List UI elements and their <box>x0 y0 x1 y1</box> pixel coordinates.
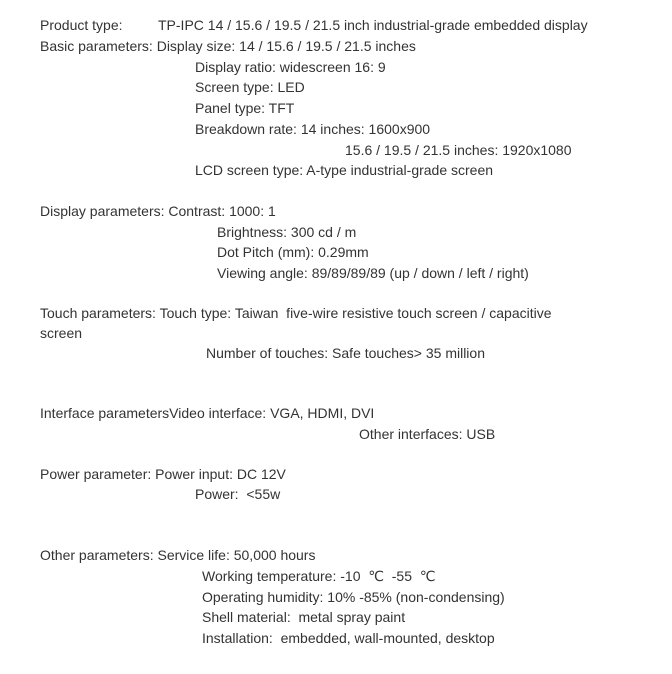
dot-pitch: Dot Pitch (mm): 0.29mm <box>217 244 369 260</box>
other-parameters-line: Other parameters: Service life: 50,000 hours <box>40 547 316 563</box>
basic-parameters-line: Basic parameters: Display size: 14 / 15.6 / 19.5 / 21.5 inches <box>40 38 416 54</box>
resolution-14-inch: Breakdown rate: 14 inches: 1600x900 <box>195 121 431 137</box>
number-of-touches: Number of touches: Safe touches> 35 million <box>206 345 485 361</box>
working-temperature: Working temperature: -10 ℃ -55 ℃ <box>202 568 436 584</box>
touch-parameters-line: Touch parameters: Touch type: Taiwan five-wire resistive touch screen / capacitive <box>40 305 552 321</box>
brightness: Brightness: 300 cd / m <box>217 224 357 240</box>
resolution-other-sizes: 15.6 / 19.5 / 21.5 inches: 1920x1080 <box>345 142 572 158</box>
display-ratio: Display ratio: widescreen 16: 9 <box>195 59 386 75</box>
product-type-label: Product type: <box>40 17 123 33</box>
installation: Installation: embedded, wall-mounted, desktop <box>202 630 495 646</box>
lcd-screen-type: LCD screen type: A-type industrial-grade screen <box>195 162 494 178</box>
panel-type: Panel type: TFT <box>195 100 295 116</box>
display-parameters-line: Display parameters: Contrast: 1000: 1 <box>40 203 276 219</box>
power-consumption: Power: <55w <box>195 486 281 502</box>
touch-parameters-continuation: screen <box>40 325 83 341</box>
other-interfaces: Other interfaces: USB <box>359 426 496 442</box>
shell-material: Shell material: metal spray paint <box>202 609 406 625</box>
power-parameter-line: Power parameter: Power input: DC 12V <box>40 466 286 482</box>
product-type-value: TP-IPC 14 / 15.6 / 19.5 / 21.5 inch industrial-grade embedded display <box>158 17 588 33</box>
interface-parameters-line: Interface parametersVideo interface: VGA, HDMI, DVI <box>40 405 375 421</box>
operating-humidity: Operating humidity: 10% -85% (non-condensing) <box>202 589 505 605</box>
viewing-angle: Viewing angle: 89/89/89/89 (up / down / left / right) <box>217 265 529 281</box>
screen-type: Screen type: LED <box>195 79 305 95</box>
